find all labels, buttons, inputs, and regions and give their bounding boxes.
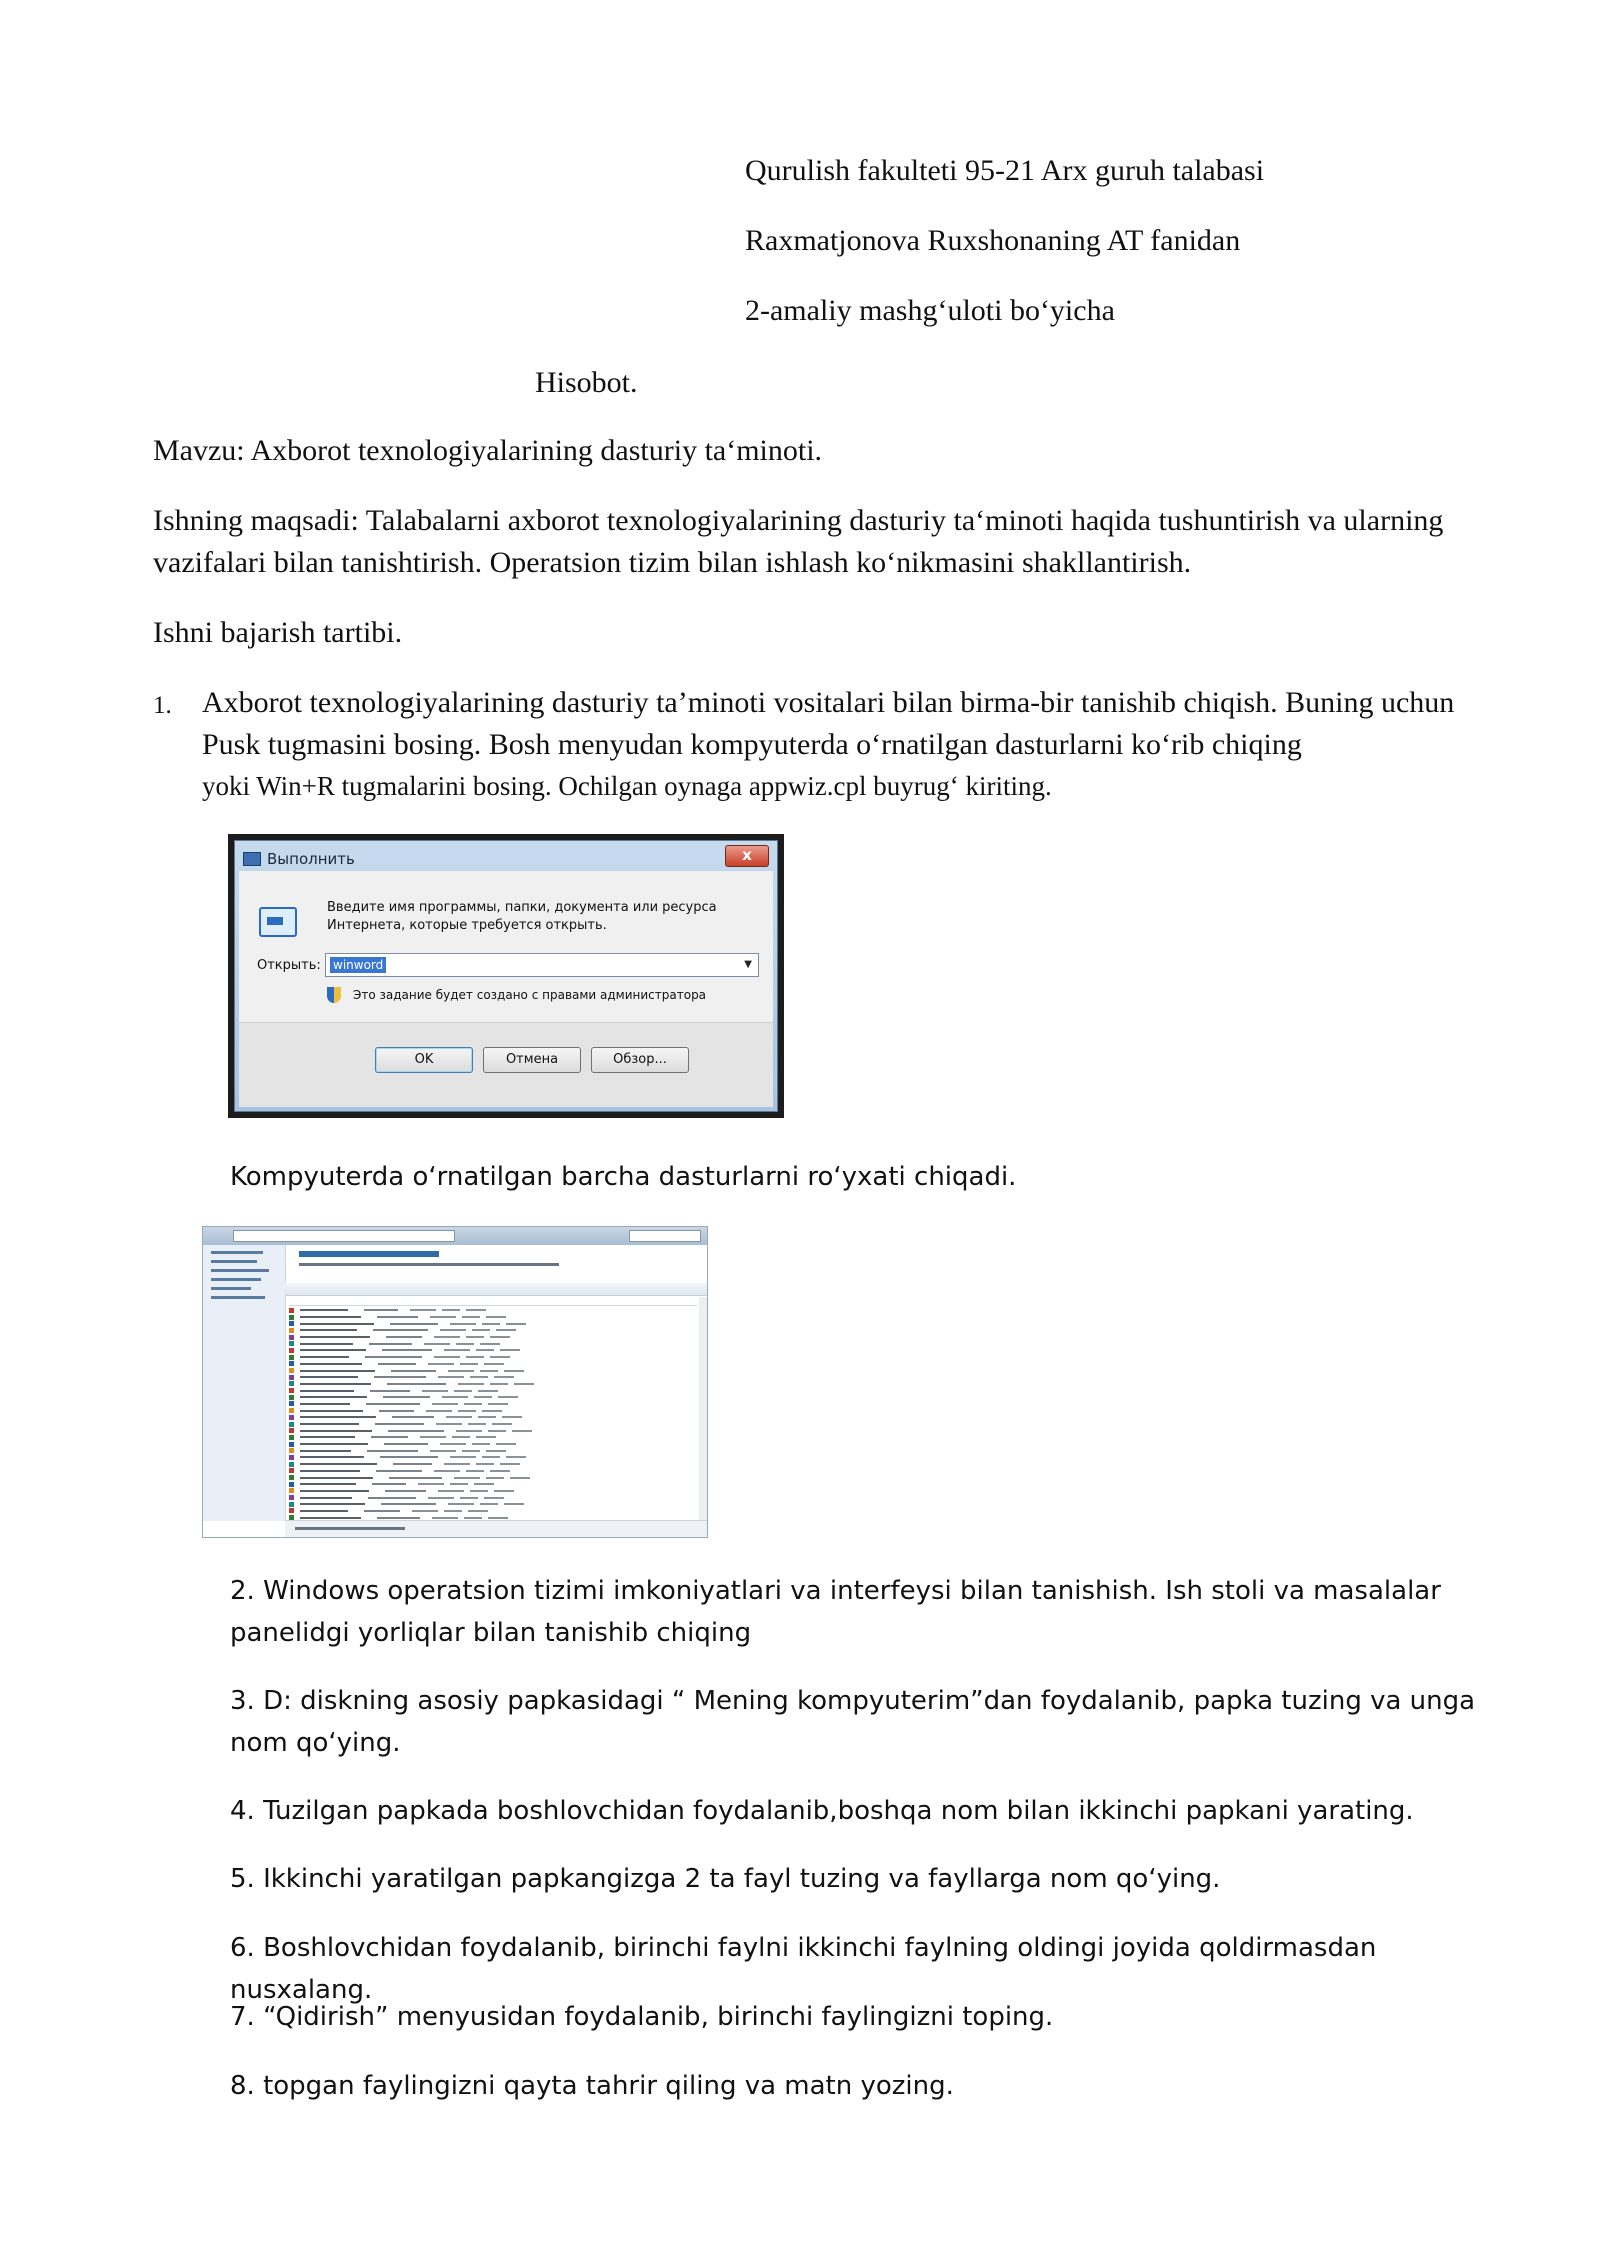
table-cell [462,1450,480,1452]
table-cell [450,1323,476,1325]
table-cell [434,1470,460,1472]
table-row [289,1401,697,1408]
table-cell [300,1497,352,1499]
table-cell [300,1329,357,1331]
program-icon [289,1401,294,1406]
program-icon [289,1408,294,1413]
table-cell [504,1370,524,1372]
table-cell [478,1416,496,1418]
program-icon [289,1375,294,1380]
header-line-1: Qurulish fakulteti 95-21 Arx guruh talabasi [745,154,1265,187]
table-cell [300,1430,372,1432]
table-cell [410,1309,436,1311]
table-cell [300,1396,367,1398]
program-icon [289,1442,294,1447]
table-cell [434,1356,460,1358]
table-cell [420,1436,446,1438]
table-cell [478,1390,498,1392]
program-icon [289,1482,294,1487]
table-cell [364,1510,400,1512]
table-cell [442,1396,468,1398]
program-icon [289,1475,294,1480]
table-row [289,1381,697,1388]
table-row [289,1367,697,1374]
table-cell [300,1403,350,1405]
run-dialog-footer [239,1022,773,1107]
table-cell [486,1316,506,1318]
table-cell [490,1336,510,1338]
table-cell [462,1316,480,1318]
table-row [289,1494,697,1501]
programs-heading [299,1251,439,1257]
table-cell [474,1483,494,1485]
table-cell [466,1356,484,1358]
programs-column-headers [289,1297,697,1306]
table-cell [484,1497,504,1499]
table-cell [377,1316,418,1318]
table-row [289,1427,697,1434]
table-cell [460,1363,478,1365]
table-row [289,1361,697,1368]
table-cell [300,1363,362,1365]
table-cell [440,1329,466,1331]
table-cell [490,1383,508,1385]
table-cell [460,1497,478,1499]
step-1-number: 1. [153,692,172,719]
table-cell [486,1450,506,1452]
program-icon [289,1462,294,1467]
table-cell [432,1403,458,1405]
table-cell [300,1463,377,1465]
table-cell [454,1477,480,1479]
table-cell [388,1430,444,1432]
table-cell [444,1463,470,1465]
program-icon [289,1508,294,1513]
table-cell [381,1503,436,1505]
table-cell [492,1423,512,1425]
table-row [289,1314,697,1321]
step-3: 3. D: diskning asosiy papkasidagi “ Mening kompyuterim”dan foydalanib, papka tuzing va unga nom qo‘ying. [230,1686,1476,1758]
step-1-text-b: yoki Win+R tugmalarini bosing. Ochilgan oynaga appwiz.cpl buyrug‘ kiriting. [202,771,1052,801]
table-cell [466,1336,484,1338]
table-cell [300,1490,369,1492]
table-cell [488,1517,508,1519]
table-cell [506,1323,526,1325]
table-cell [390,1323,438,1325]
program-icon [289,1381,294,1386]
program-icon [289,1335,294,1340]
run-dialog-titlebar [243,847,355,871]
programs-subheading [299,1263,559,1266]
table-cell [490,1356,510,1358]
table-cell [377,1517,420,1519]
table-row [289,1434,697,1441]
step-6: 6. Boshlovchidan foydalanib, birinchi faylni ikkinchi faylning oldingi joyida qoldirmasdan nusxalang. [230,1933,1377,2005]
table-cell [386,1336,422,1338]
table-cell [512,1430,532,1432]
table-cell [300,1356,349,1358]
table-cell [300,1456,364,1458]
table-cell [391,1370,436,1372]
table-cell [300,1443,368,1445]
table-cell [300,1436,355,1438]
goal-paragraph: Ishning maqsadi: Talabalarni axborot texnologiyalarining dasturiy ta‘minoti haqida tushuntirish va ularning vazifalari bilan tanishtirish. Operatsion tizim bilan ishlash ko‘nikmasini shakllantirish. [153,504,1444,579]
table-cell [486,1477,504,1479]
table-cell [480,1370,498,1372]
chevron-down-icon[interactable]: ▼ [744,959,752,970]
table-row [289,1468,697,1475]
table-row [289,1320,697,1327]
open-input-value[interactable]: winword [330,957,386,973]
table-row [289,1441,697,1448]
table-cell [428,1497,454,1499]
table-cell [456,1430,482,1432]
table-cell [476,1349,494,1351]
programs-window-screenshot [202,1226,708,1538]
program-icon [289,1348,294,1353]
table-cell [412,1510,438,1512]
table-row [289,1501,697,1508]
shield-icon [327,987,341,1003]
table-cell [480,1503,498,1505]
table-cell [468,1423,486,1425]
table-cell [448,1503,474,1505]
table-row [289,1414,697,1421]
program-icon [289,1435,294,1440]
table-cell [458,1383,484,1385]
table-cell [300,1336,370,1338]
table-cell [393,1463,432,1465]
step-2: 2. Windows operatsion tizimi imkoniyatlari va interfeysi bilan tanishish. Ish stoli va masalalar panelidgi yorliqlar bilan tanishib chiqing [230,1576,1441,1648]
topic: Mavzu: Axborot texnologiyalarining dasturiy ta‘minoti. [153,434,823,467]
header-line-2: Raxmatjonova Ruxshonaning AT fanidan [745,224,1241,257]
table-cell [498,1396,518,1398]
table-cell [440,1443,466,1445]
table-cell [496,1329,516,1331]
table-cell [383,1396,430,1398]
table-cell [500,1463,520,1465]
table-cell [428,1363,454,1365]
table-cell [466,1470,484,1472]
program-icon [289,1368,294,1373]
table-cell [484,1363,504,1365]
step-5: 5. Ikkinchi yaratilgan papkangizga 2 ta fayl tuzing va fayllarga nom qo‘ying. [230,1864,1221,1894]
run-program-icon [259,907,297,937]
table-cell [494,1376,514,1378]
table-cell [382,1349,432,1351]
table-cell [466,1309,486,1311]
table-cell [488,1403,508,1405]
program-icon [289,1341,294,1346]
table-cell [454,1390,472,1392]
table-cell [444,1349,470,1351]
table-cell [384,1443,428,1445]
table-cell [418,1483,444,1485]
program-icon [289,1448,294,1453]
table-cell [488,1430,506,1432]
program-icon [289,1415,294,1420]
table-cell [367,1450,418,1452]
table-cell [300,1376,358,1378]
ok-button[interactable]: OK [375,1047,473,1073]
table-cell [372,1483,406,1485]
table-cell [300,1370,375,1372]
table-cell [464,1517,482,1519]
program-icon [289,1315,294,1320]
table-cell [474,1396,492,1398]
table-cell [300,1503,365,1505]
table-cell [480,1343,500,1345]
run-dialog-title: Выполнить [267,850,355,868]
table-cell [476,1436,496,1438]
table-cell [300,1410,363,1412]
table-cell [450,1483,468,1485]
step-7: 7. “Qidirish” menyusidan foydalanib, birinchi faylingizni toping. [230,2002,1054,2032]
table-cell [430,1450,456,1452]
run-window-icon [243,852,261,866]
table-cell [504,1503,524,1505]
table-cell [476,1463,494,1465]
table-cell [494,1490,514,1492]
run-dialog-prompt: Введите имя программы, папки, документа или ресурса Интернета, которые требуется открыть. [327,900,717,933]
table-cell [387,1383,446,1385]
table-cell [300,1343,353,1345]
table-row [289,1454,697,1461]
table-cell [506,1456,526,1458]
step-4: 4. Tuzilgan papkada boshlovchidan foydalanib,boshqa nom bilan ikkinchi papkani yarating. [230,1796,1414,1826]
table-cell [368,1497,416,1499]
table-cell [424,1343,450,1345]
run-dialog-screenshot [228,834,784,1118]
table-cell [446,1416,472,1418]
table-row [289,1407,697,1414]
admin-note: Это задание будет создано с правами администратора [353,988,707,1002]
table-cell [458,1410,476,1412]
program-icon [289,1502,294,1507]
table-cell [490,1470,510,1472]
program-icon [289,1328,294,1333]
table-cell [422,1390,448,1392]
table-cell [502,1416,522,1418]
program-icon [289,1395,294,1400]
program-icon [289,1488,294,1493]
table-cell [482,1456,500,1458]
table-cell [444,1510,462,1512]
step-8: 8. topgan faylingizni qayta tahrir qiling va matn yozing. [230,2071,954,2101]
table-cell [432,1517,458,1519]
table-cell [456,1343,474,1345]
table-cell [300,1416,376,1418]
table-row [289,1340,697,1347]
table-row [289,1481,697,1488]
table-cell [385,1490,426,1492]
table-cell [392,1416,434,1418]
table-cell [300,1510,348,1512]
table-cell [364,1309,398,1311]
table-cell [300,1309,348,1311]
programs-status-bar [285,1520,707,1537]
table-cell [300,1517,361,1519]
table-cell [438,1376,464,1378]
table-cell [300,1390,354,1392]
table-row [289,1421,697,1428]
table-cell [371,1436,408,1438]
table-cell [378,1363,416,1365]
table-cell [376,1470,422,1472]
table-cell [300,1323,374,1325]
breadcrumb [233,1230,455,1242]
table-cell [472,1443,490,1445]
table-cell [380,1456,438,1458]
table-cell [366,1403,420,1405]
program-icon [289,1308,294,1313]
table-cell [496,1443,516,1445]
table-cell [470,1376,488,1378]
table-cell [500,1349,520,1351]
table-row [289,1327,697,1334]
table-cell [375,1423,424,1425]
step-1-text [202,682,1502,806]
report-title: Hisobot. [535,366,638,399]
table-row [289,1307,697,1314]
table-cell [300,1383,371,1385]
search-input [629,1230,701,1242]
table-row [289,1447,697,1454]
programs-list [289,1307,697,1534]
table-cell [448,1370,474,1372]
table-cell [436,1423,462,1425]
program-icon [289,1455,294,1460]
close-button[interactable]: x [725,845,769,867]
programs-address-bar [203,1227,707,1245]
procedure-heading: Ishni bajarish tartibi. [153,616,403,649]
open-combobox[interactable] [325,953,759,977]
run-dialog-window [234,840,778,1112]
program-icon [289,1321,294,1326]
table-cell [442,1309,460,1311]
table-cell [464,1403,482,1405]
table-row [289,1508,697,1515]
table-row [289,1334,697,1341]
table-cell [389,1477,442,1479]
table-cell [482,1323,500,1325]
header-line-3: 2-amaliy mashg‘uloti bo‘yicha [745,294,1115,327]
program-icon [289,1468,294,1473]
table-row [289,1461,697,1468]
cancel-button[interactable]: Отмена [483,1047,581,1073]
program-icon [289,1361,294,1366]
program-icon [289,1428,294,1433]
table-cell [300,1483,356,1485]
table-cell [434,1336,460,1338]
table-row [289,1354,697,1361]
table-cell [373,1329,428,1331]
table-cell [300,1450,351,1452]
table-cell [370,1390,410,1392]
caption-programs-list: Kompyuterda o‘rnatilgan barcha dasturlarni ro‘yxati chiqadi. [230,1162,1017,1192]
browse-button[interactable]: Обзор... [591,1047,689,1073]
programs-toolbar [285,1283,707,1296]
program-icon [289,1422,294,1427]
table-cell [468,1510,488,1512]
table-cell [300,1470,360,1472]
program-icon [289,1355,294,1360]
table-cell [438,1490,464,1492]
step-1-text-a: Axborot texnologiyalarining dasturiy ta’minoti vositalari bilan birma-bir tanishib chiqish. Buning uchun Pusk tugmasini bosing. Bosh menyudan kompyuterda o‘rnatilgan dasturlarni ko‘rib chiqing [202,686,1455,761]
table-row [289,1474,697,1481]
table-row [289,1347,697,1354]
table-cell [365,1356,422,1358]
table-cell [472,1329,490,1331]
table-row [289,1387,697,1394]
programs-sidebar [203,1245,286,1521]
run-dialog-body [239,871,773,1107]
table-cell [514,1383,534,1385]
table-row [289,1374,697,1381]
table-cell [374,1376,426,1378]
program-icon [289,1388,294,1393]
table-cell [482,1410,502,1412]
program-icon [289,1495,294,1500]
table-cell [300,1423,359,1425]
table-row [289,1488,697,1495]
table-cell [510,1477,530,1479]
table-cell [452,1436,470,1438]
table-cell [369,1343,412,1345]
table-cell [300,1316,361,1318]
table-cell [450,1456,476,1458]
table-cell [300,1477,373,1479]
open-label: Открыть: [257,958,321,973]
table-cell [470,1490,488,1492]
table-cell [430,1316,456,1318]
table-cell [379,1410,414,1412]
table-row [289,1394,697,1401]
table-cell [300,1349,366,1351]
scrollbar [699,1297,707,1521]
table-cell [426,1410,452,1412]
